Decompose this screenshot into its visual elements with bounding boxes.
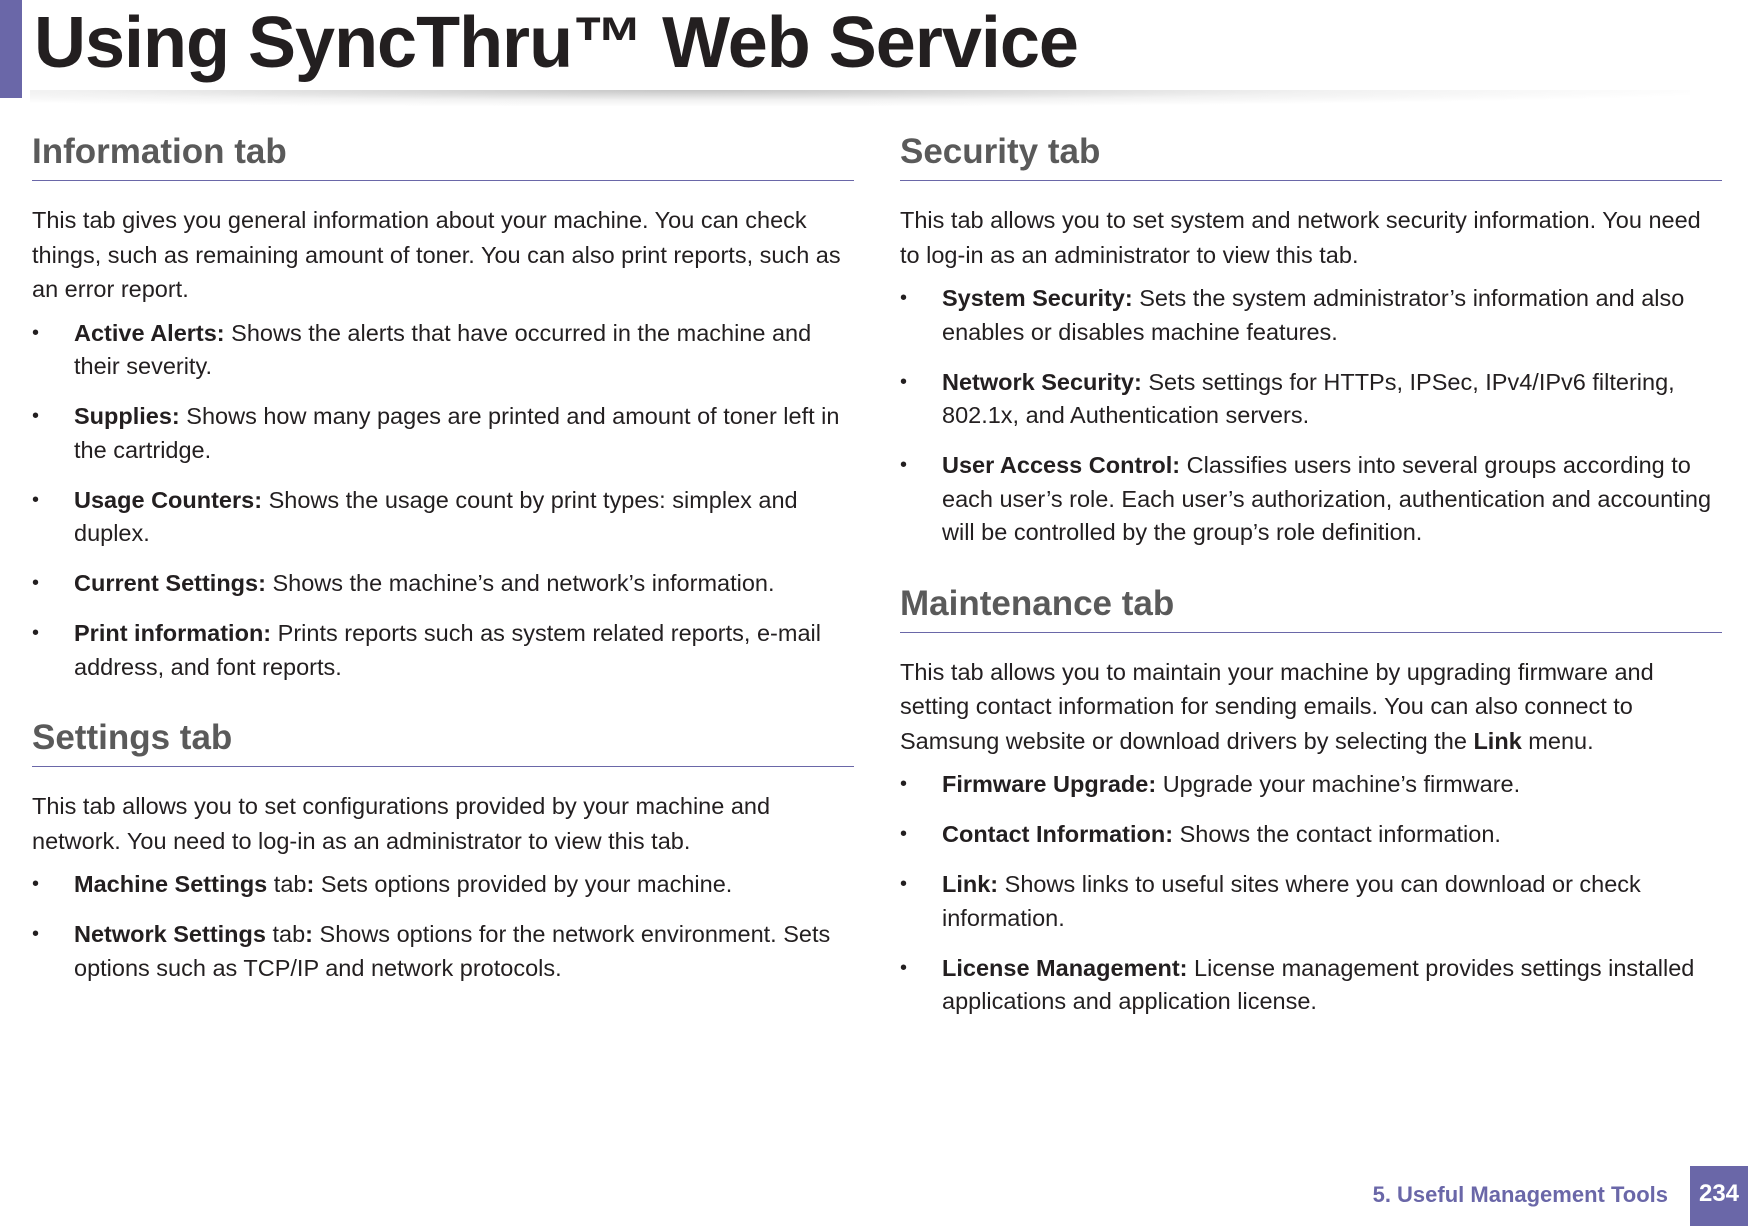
list-item bbox=[900, 818, 1722, 852]
list-item bbox=[900, 952, 1722, 1019]
bullet-icon: • bbox=[32, 572, 40, 594]
bullet-list bbox=[32, 868, 854, 985]
section-intro bbox=[900, 655, 1722, 759]
information-tab-section bbox=[32, 132, 854, 684]
bullet-icon: • bbox=[32, 488, 40, 511]
section-intro: This tab gives you general information about your machine. You can check things, such as remaining amount of toner. You can also print reports, such as an error report. bbox=[32, 207, 841, 302]
section-intro: This tab allows you to set system and network security information. You need to log-in as an administrator to view this tab. bbox=[900, 207, 1701, 268]
item-term: User Access Control: bbox=[942, 452, 1181, 478]
maintenance-tab-section bbox=[900, 584, 1722, 1019]
item-colon: : bbox=[305, 921, 313, 947]
item-text: Shows links to useful sites where you can download or check information. bbox=[942, 871, 1641, 931]
item-text: Shows the contact information. bbox=[1173, 821, 1501, 847]
bullet-list bbox=[900, 282, 1722, 550]
list-item bbox=[900, 449, 1722, 550]
item-term-suffix: tab bbox=[267, 871, 307, 897]
item-text: Sets options provided by your machine. bbox=[314, 871, 733, 897]
item-term: System Security: bbox=[942, 285, 1133, 311]
item-text: Sets the system administrator’s information and also enables or disables machine features. bbox=[942, 285, 1685, 345]
item-term: Contact Information: bbox=[942, 821, 1174, 847]
bullet-icon: • bbox=[32, 622, 40, 644]
bullet-icon: • bbox=[900, 287, 908, 309]
bullet-icon: • bbox=[32, 873, 40, 895]
item-term: Supplies: bbox=[74, 403, 180, 429]
item-text: Shows how many pages are printed and amount of toner left in the cartridge. bbox=[74, 403, 840, 463]
item-term: Firmware Upgrade: bbox=[942, 771, 1157, 797]
left-column bbox=[32, 132, 854, 1019]
list-item bbox=[32, 918, 854, 985]
settings-tab-section bbox=[32, 718, 854, 985]
section-heading: Maintenance tab bbox=[900, 584, 1722, 633]
item-term: Link: bbox=[942, 871, 999, 897]
section-heading: Security tab bbox=[900, 132, 1722, 181]
section-intro: This tab allows you to set configurations provided by your machine and network. You need to log-in as an administrator to view this tab. bbox=[32, 793, 771, 854]
list-item bbox=[32, 317, 854, 384]
item-term: Current Settings: bbox=[74, 570, 266, 596]
item-colon: : bbox=[306, 871, 315, 897]
item-term-suffix: tab bbox=[265, 921, 306, 947]
item-text: Upgrade your machine’s firmware. bbox=[1156, 771, 1521, 797]
item-text: Prints reports such as system related reports, e-mail address, and font reports. bbox=[74, 620, 821, 680]
security-tab-section bbox=[900, 132, 1722, 550]
item-text: Shows the alerts that have occurred in the machine and their severity. bbox=[74, 319, 812, 379]
item-text: Shows the machine’s and network’s information. bbox=[265, 570, 775, 596]
list-item bbox=[900, 366, 1722, 433]
header-accent-bar bbox=[0, 0, 22, 98]
intro-text-end: menu. bbox=[1521, 727, 1594, 754]
list-item bbox=[900, 768, 1722, 802]
intro-text: This tab allows you to maintain your machine by upgrading firmware and setting contact information for sending emails. You can also connect to Samsung website or download drivers by selecting the bbox=[900, 658, 1654, 754]
item-text: Shows the usage count by print types: simplex and duplex. bbox=[74, 486, 798, 546]
item-text: Sets settings for HTTPs, IPSec, IPv4/IPv6 filtering, 802.1x, and Authentication servers. bbox=[942, 368, 1675, 428]
item-text: Classifies users into several groups according to each user’s role. Each user’s authorization, authentication and accounting will be controlled by the group’s role definition. bbox=[942, 452, 1712, 545]
page-title: Using SyncThru™ Web Service bbox=[34, 3, 1078, 83]
list-item bbox=[32, 868, 854, 902]
item-text: License management provides settings installed applications and application license. bbox=[942, 954, 1695, 1014]
bullet-icon: • bbox=[32, 321, 40, 344]
list-item bbox=[32, 567, 854, 601]
bullet-icon: • bbox=[900, 370, 908, 393]
item-term: Network Security: bbox=[942, 368, 1142, 395]
section-heading: Settings tab bbox=[32, 718, 854, 767]
bullet-icon: • bbox=[900, 873, 908, 895]
bullet-icon: • bbox=[32, 923, 40, 945]
list-item bbox=[32, 400, 854, 467]
list-item bbox=[32, 617, 854, 684]
bullet-icon: • bbox=[32, 405, 40, 427]
bullet-icon: • bbox=[900, 956, 908, 979]
bullet-list bbox=[900, 768, 1722, 1019]
section-heading: Information tab bbox=[32, 132, 854, 181]
list-item bbox=[900, 282, 1722, 349]
page-number-badge: 234 bbox=[1690, 1166, 1748, 1226]
bullet-icon: • bbox=[900, 773, 908, 795]
bullet-icon: • bbox=[900, 823, 908, 845]
right-column bbox=[900, 132, 1722, 1053]
footer-chapter-title: 5. Useful Management Tools bbox=[1372, 1182, 1668, 1207]
list-item bbox=[900, 868, 1722, 935]
link-menu-label: Link bbox=[1473, 727, 1522, 754]
item-term: Active Alerts: bbox=[74, 319, 225, 346]
item-term: Print information: bbox=[74, 620, 272, 646]
item-term: Usage Counters: bbox=[74, 486, 263, 513]
title-underline-shadow bbox=[30, 90, 1690, 106]
list-item bbox=[32, 484, 854, 551]
item-term: Machine Settings bbox=[74, 871, 268, 897]
item-text: Shows options for the network environment. Sets options such as TCP/IP and network protocols. bbox=[74, 921, 831, 981]
bullet-list bbox=[32, 317, 854, 685]
item-term: Network Settings bbox=[74, 921, 266, 947]
bullet-icon: • bbox=[900, 454, 908, 476]
item-term: License Management: bbox=[942, 954, 1188, 981]
